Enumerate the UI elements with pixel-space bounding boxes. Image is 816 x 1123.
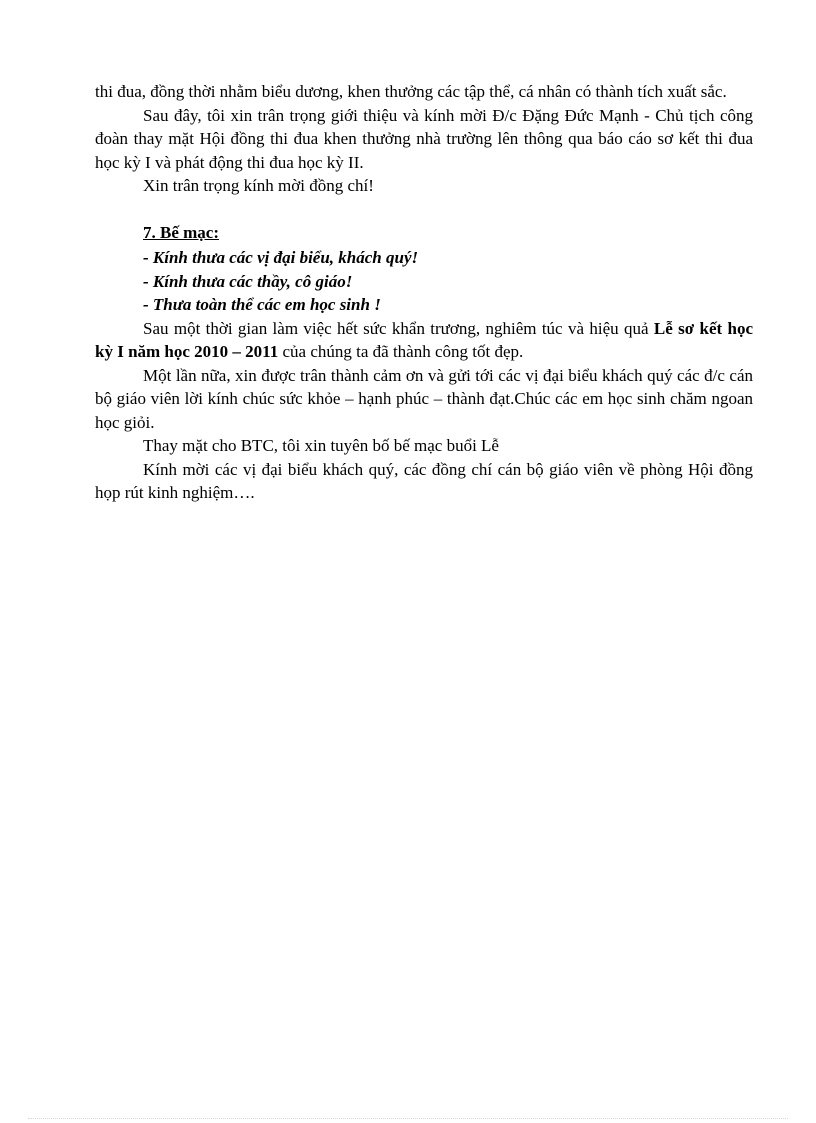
paragraph-continuation: thi đua, đồng thời nhằm biểu dương, khen thưởng các tập thể, cá nhân có thành tích xuất sắc. <box>95 82 727 101</box>
document-body <box>95 80 753 505</box>
page-bottom-divider <box>28 1118 788 1119</box>
salutation-teachers: - Kính thưa các thầy, cô giáo! <box>143 271 353 291</box>
salutation-guests: - Kính thưa các vị đại biểu, khách quý! <box>143 248 419 267</box>
blank-line <box>95 198 753 221</box>
paragraph-final-invitation: Kính mời các vị đại biểu khách quý, các đồng chí cán bộ giáo viên về phòng Hội đồng họp rút kinh nghiệm…. <box>95 459 753 502</box>
summary-text-start: Sau một thời gian làm việc hết sức khẩn trương, nghiêm túc và hiệu quả <box>143 318 654 338</box>
paragraph-closing-summary <box>95 317 753 364</box>
paragraph-introduction: Sau đây, tôi xin trân trọng giới thiệu và kính mời Đ/c Đặng Đức Mạnh - Chủ tịch công đoàn thay mặt Hội đồng thi đua khen thưởng nhà trường lên thông qua báo cáo sơ kết thi đua học kỳ I và phát động thi đua học kỳ II. <box>95 105 753 172</box>
paragraph-declaration: Thay mặt cho BTC, tôi xin tuyên bố bế mạc buổi Lễ <box>143 436 499 455</box>
summary-text-end: của chúng ta đã thành công tốt đẹp. <box>278 342 524 361</box>
section-heading: 7. Bế mạc: <box>143 222 220 242</box>
paragraph-thanks: Một lần nữa, xin được trân thành cảm ơn và gửi tới các vị đại biểu khách quý các đ/c cán bộ giáo viên lời kính chúc sức khỏe – hạnh phúc – thành đạt.Chúc các em học sinh chăm ngoan học giỏi. <box>95 365 753 432</box>
paragraph-invitation: Xin trân trọng kính mời đồng chí! <box>143 176 374 195</box>
salutation-students: - Thưa toàn thể các em học sinh ! <box>143 295 381 314</box>
event-name-bold: Lễ sơ kết học kỳ I năm học 2010 – 2011 <box>95 318 754 361</box>
